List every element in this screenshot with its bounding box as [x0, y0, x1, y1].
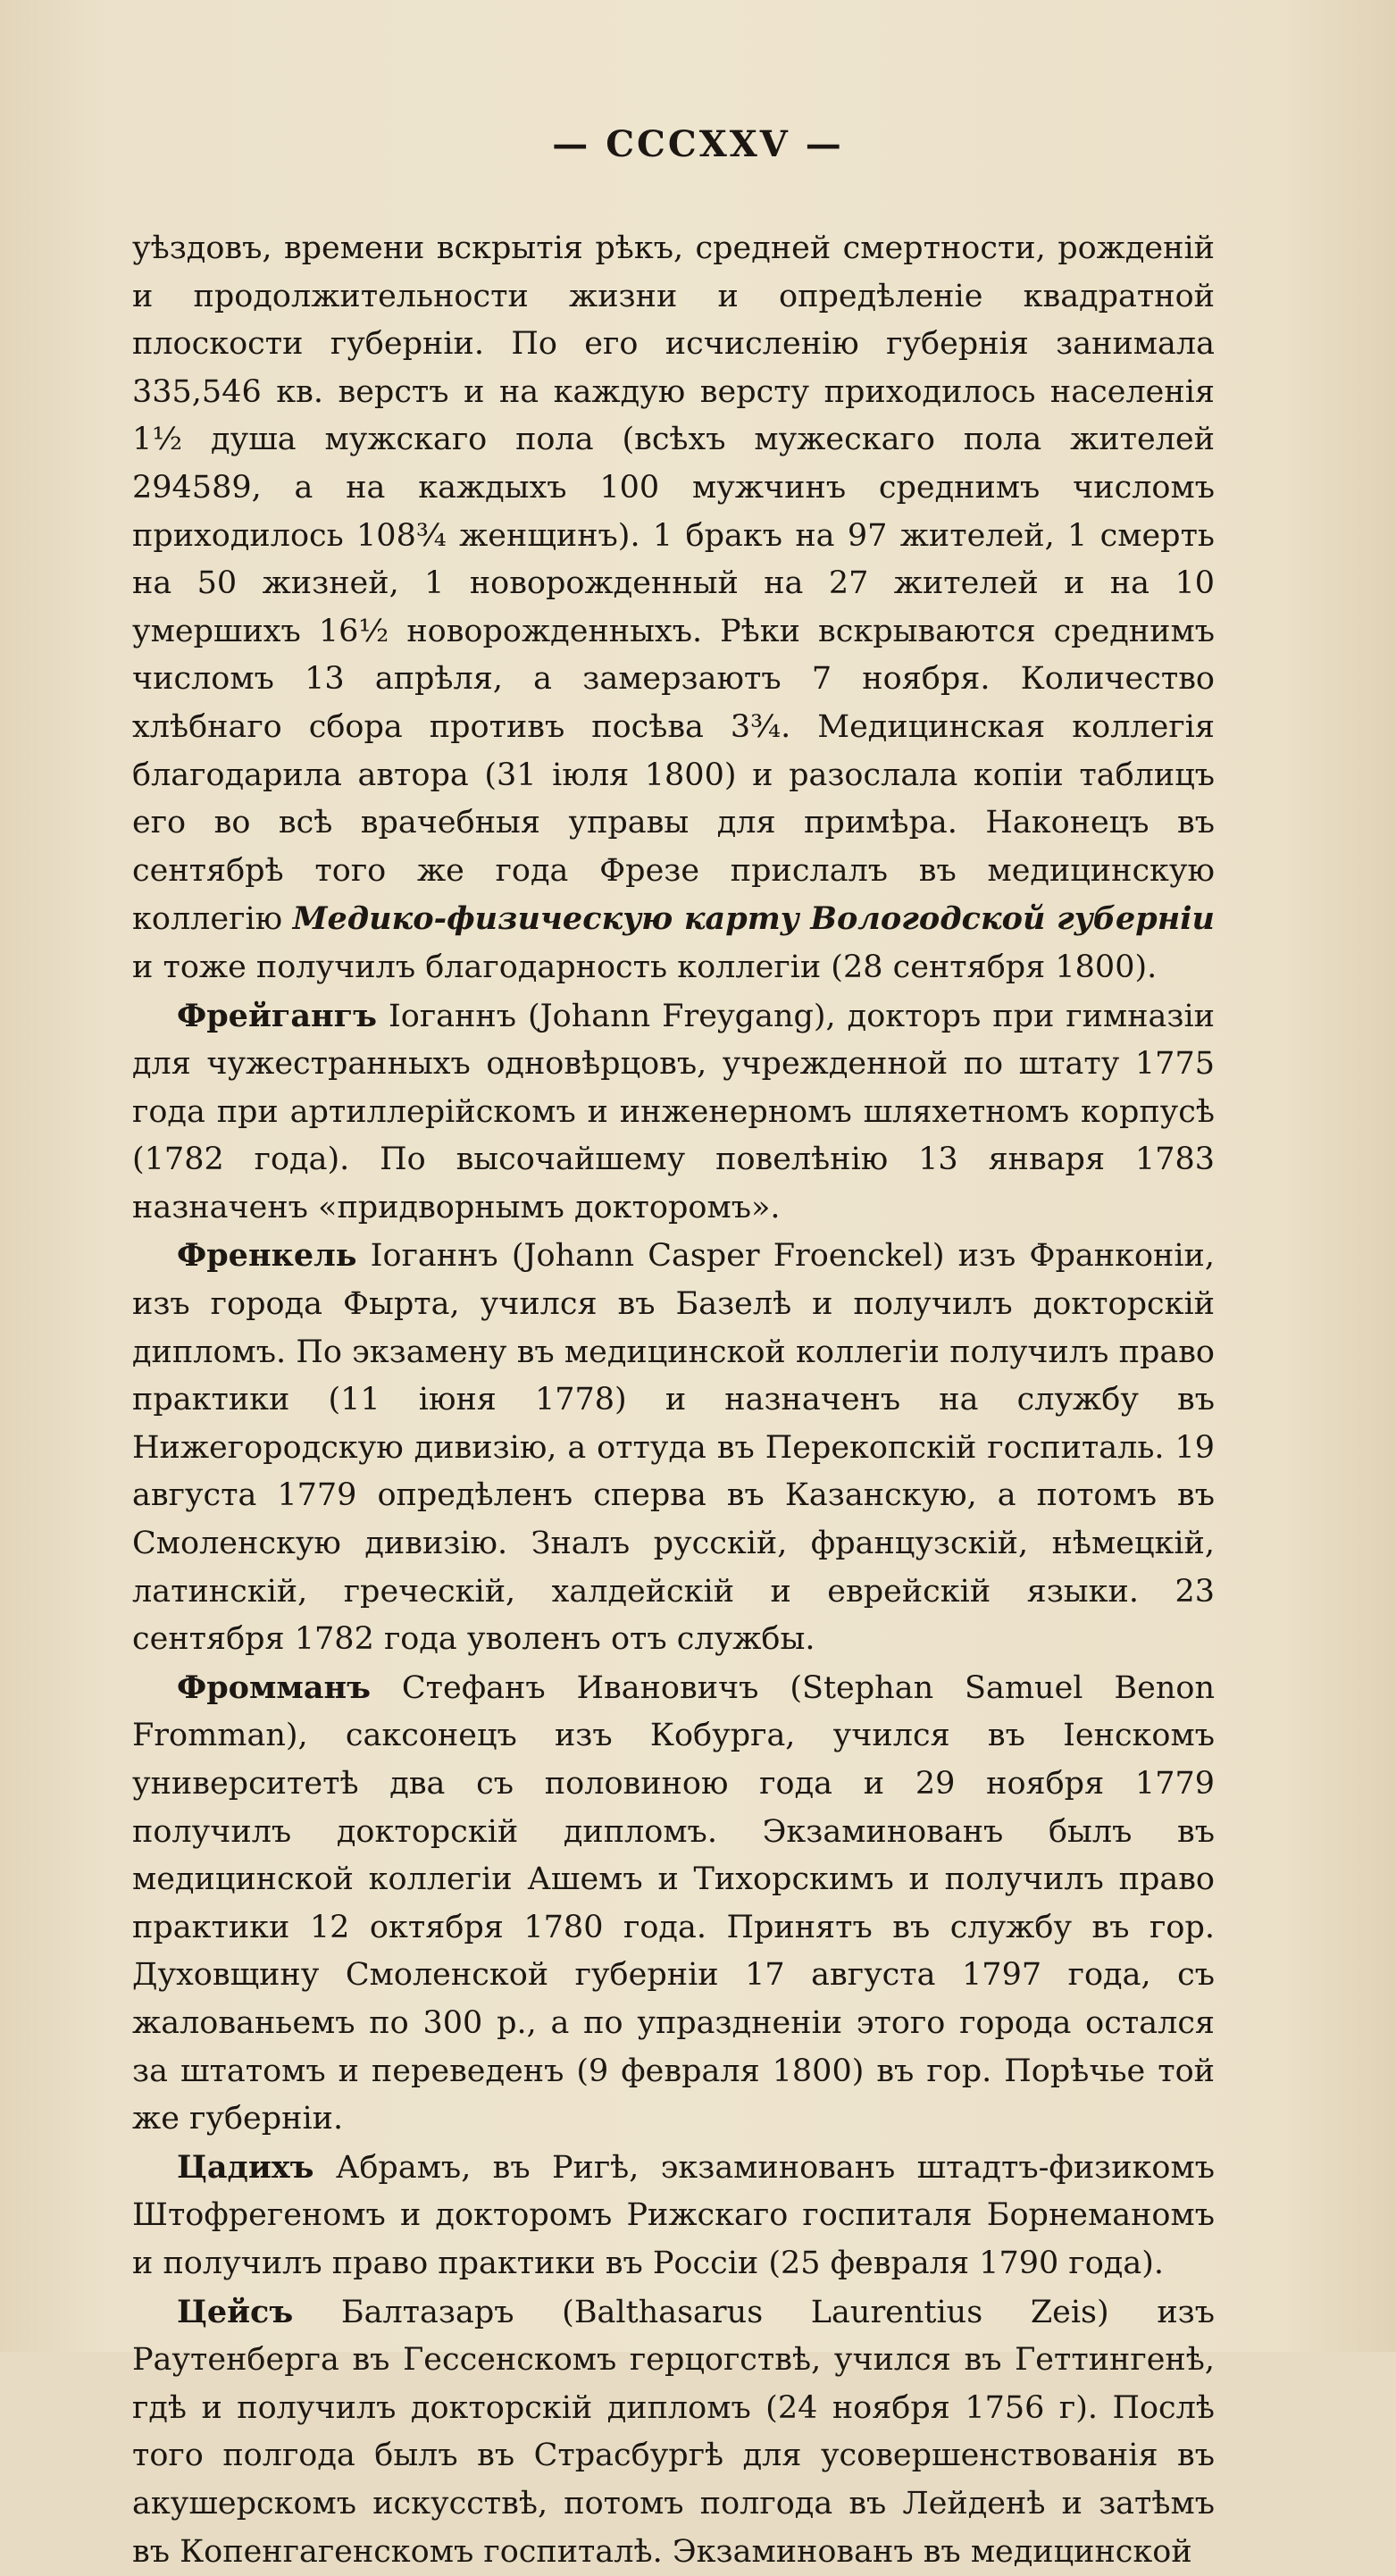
- entry-name: Цадихъ: [177, 2148, 314, 2186]
- page-body: [132, 225, 1215, 2576]
- paragraph-text-after: и тоже получилъ благодарность коллегіи (28 сентября 1800).: [132, 949, 1158, 985]
- italic-map-title: Медико-физическую карту Вологодской губерніи: [292, 900, 1215, 938]
- entry-freygang: [132, 992, 1215, 1233]
- entry-name: Фрейгангъ: [177, 997, 377, 1034]
- entry-fromman: [132, 1664, 1215, 2144]
- paragraph-frese-continued: [132, 225, 1215, 992]
- entry-name: Фромманъ: [177, 1669, 371, 1706]
- entry-name: Френкель: [177, 1237, 357, 1275]
- paragraph-text: уѣздовъ, времени вскрытія рѣкъ, средней смертности, рожденій и продолжительности жизни и опредѣленіе квадратной плоскости губерніи. По его исчисленію губернія занимала 335,546 кв. верстъ и на каждую версту приходилось населенія 1½ душа мужскаго пола (всѣхъ мужескаго пола жителей 294589, а на каждыхъ 100 мужчинъ среднимъ числомъ приходилось 108¾ женщинъ). 1 бракъ на 97 жителей, 1 смерть на 50 жизней, 1 новорожденный на 27 жителей и на 10 умершихъ 16½ новорожденныхъ. Рѣки вскрываются среднимъ числомъ 13 апрѣля, а замерзаютъ 7 ноября. Количество хлѣбнаго сбора противъ посѣва 3¾. Медицинская коллегія благодарила автора (31 іюля 1800) и разослала копіи таблицъ его во всѣ врачебныя управы для примѣра. Наконецъ въ сентябрѣ того же года Фрезе прислалъ въ медицинскую коллегію: [132, 230, 1215, 938]
- entry-text: Абрамъ, въ Ригѣ, экзаминованъ штадтъ-физикомъ Штофрегеномъ и докторомъ Рижскаго госпиталя Борнеманомъ и получилъ право практики въ Россіи (25 февраля 1790 года).: [132, 2149, 1215, 2281]
- entry-text: Стефанъ Ивановичъ (Stephan Samuel Benon Fromman), саксонецъ изъ Кобурга, учился въ Іенскомъ университетѣ два съ половиною года и 29 ноября 1779 получилъ докторскій дипломъ. Экзаминованъ былъ въ медицинской коллегіи Ашемъ и Тихорскимъ и получилъ право практики 12 октября 1780 года. Принятъ въ службу въ гор. Духовщину Смоленской губерніи 17 августа 1797 года, съ жалованьемъ по 300 р., а по упраздненіи этого города остался за штатомъ и переведенъ (9 февраля 1800) въ гор. Порѣчье той же губерніи.: [132, 1669, 1215, 2137]
- entry-text: Іоганнъ (Johann Casper Froenckel) изъ Франконіи, изъ города Фырта, учился въ Базелѣ и получилъ докторскій дипломъ. По экзамену въ медицинской коллегіи получилъ право практики (11 іюня 1778) и назначенъ на службу въ Нижегородскую дивизію, а оттуда въ Перекопскій госпиталь. 19 августа 1779 опредѣленъ сперва въ Казанскую, а потомъ въ Смоленскую дивизію. Зналъ русскій, французскій, нѣмецкій, латинскій, греческій, халдейскій и еврейскій языки. 23 сентября 1782 года уволенъ отъ службы.: [132, 1238, 1215, 1658]
- entry-text: Іоганнъ (Johann Freygang), докторъ при гимназіи для чужестранныхъ одновѣрцовъ, учрежденной по штату 1775 года при артиллерійскомъ и инженерномъ шляхетномъ корпусѣ (1782 года). По высочайшему повелѣнію 13 января 1783 назначенъ «придворнымъ докторомъ».: [132, 998, 1215, 1225]
- entry-text: Балтазаръ (Balthasarus Laurentius Zeis) изъ Раутенберга въ Гессенскомъ герцогствѣ, учился въ Геттингенѣ, гдѣ и получилъ докторскій дипломъ (24 ноября 1756 г). Послѣ того полгода былъ въ Страсбургѣ для усовершенствованія въ акушерскомъ искусствѣ, потомъ полгода въ Лейденѣ и затѣмъ въ Копенгагенскомъ госпиталѣ. Экзаминованъ въ медицинской: [132, 2294, 1215, 2570]
- entry-froenckel: [132, 1232, 1215, 1663]
- page-number-header: — CCCXXV —: [552, 123, 844, 165]
- entry-zeis: [132, 2288, 1215, 2576]
- entry-zadich: [132, 2144, 1215, 2288]
- entry-name: Цейсъ: [177, 2293, 294, 2330]
